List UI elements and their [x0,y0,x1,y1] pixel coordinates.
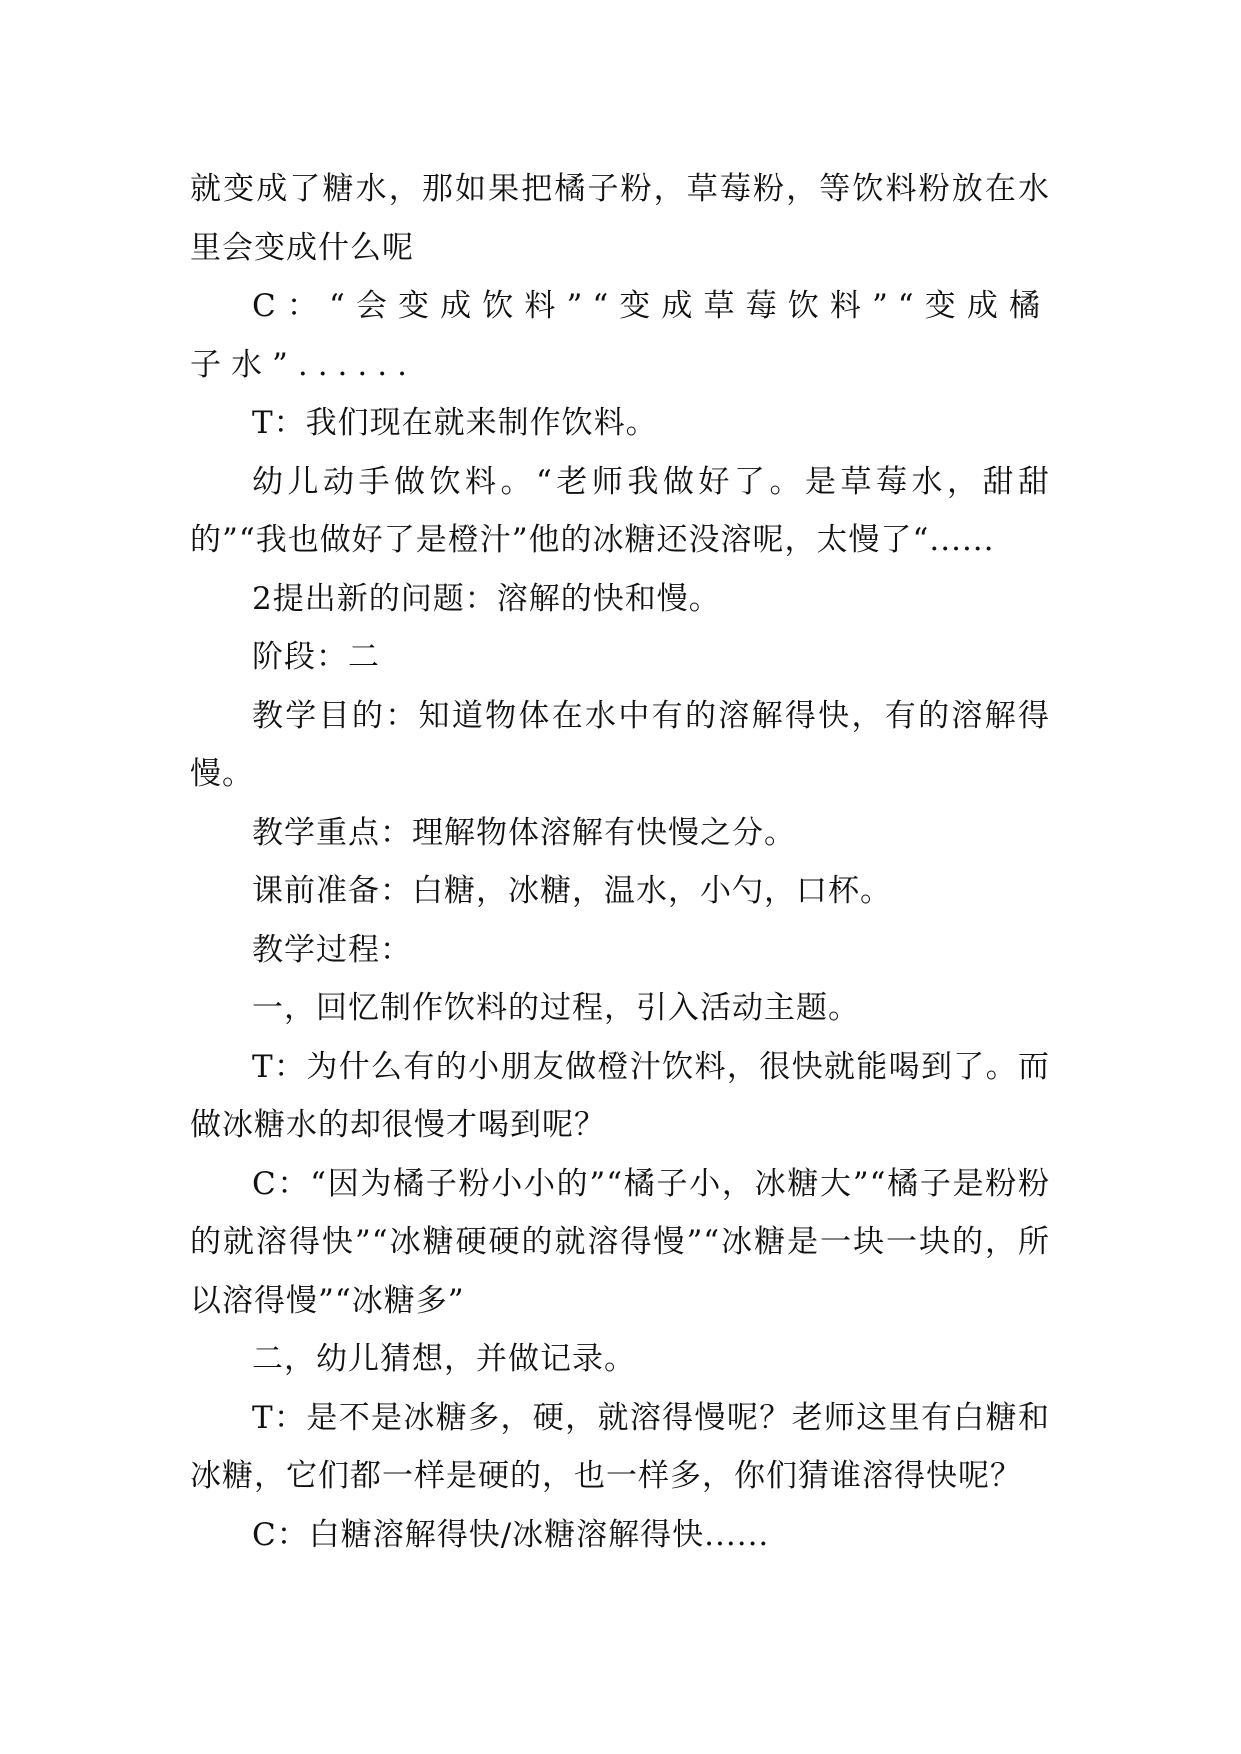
paragraph: C：“因为橘子粉小小的”“橘子小，冰糖大”“橘子是粉粉的就溶得快”“冰糖硬硬的就溶得慢”“冰糖是一块一块的，所以溶得慢”“冰糖多” [190,1165,1050,1319]
paragraph: 一，回忆制作饮料的过程，引入活动主题。 [252,990,860,1026]
paragraph: 幼儿动手做饮料。“老师我做好了。是草莓水，甜甜的”“我也做好了是橙汁”他的冰糖还没溶呢，太慢了“...... [190,463,1050,558]
paragraph: T：我们现在就来制作饮料。 [252,405,658,441]
paragraph: 教学过程： [252,931,412,968]
paragraph: C：“会变成饮料”“变成草莓饮料”“变成橘子水”...... [190,288,1050,383]
paragraph: 课前准备：白糖，冰糖，温水，小勺，口杯。 [252,873,892,909]
paragraph: 阶段：二 [252,639,380,675]
paragraph: T：是不是冰糖多，硬，就溶得慢呢？老师这里有白糖和冰糖，它们都一样是硬的，也一样多，你们猜谁溶得快呢？ [190,1399,1050,1494]
paragraph: 二，幼儿猜想，并做记录。 [252,1341,636,1377]
paragraph: 教学重点：理解物体溶解有快慢之分。 [252,814,796,851]
document-body [190,160,1050,1564]
paragraph: T：为什么有的小朋友做橙汁饮料，很快就能喝到了。而做冰糖水的却很慢才喝到呢？ [190,1048,1050,1143]
paragraph: 2提出新的问题：溶解的快和慢。 [252,580,721,617]
paragraph: C：白糖溶解得快/冰糖溶解得快...... [252,1516,770,1553]
paragraph: 就变成了糖水，那如果把橘子粉，草莓粉，等饮料粉放在水里会变成什么呢 [190,171,1050,266]
paragraph: 教学目的：知道物体在水中有的溶解得快，有的溶解得慢。 [190,697,1050,792]
